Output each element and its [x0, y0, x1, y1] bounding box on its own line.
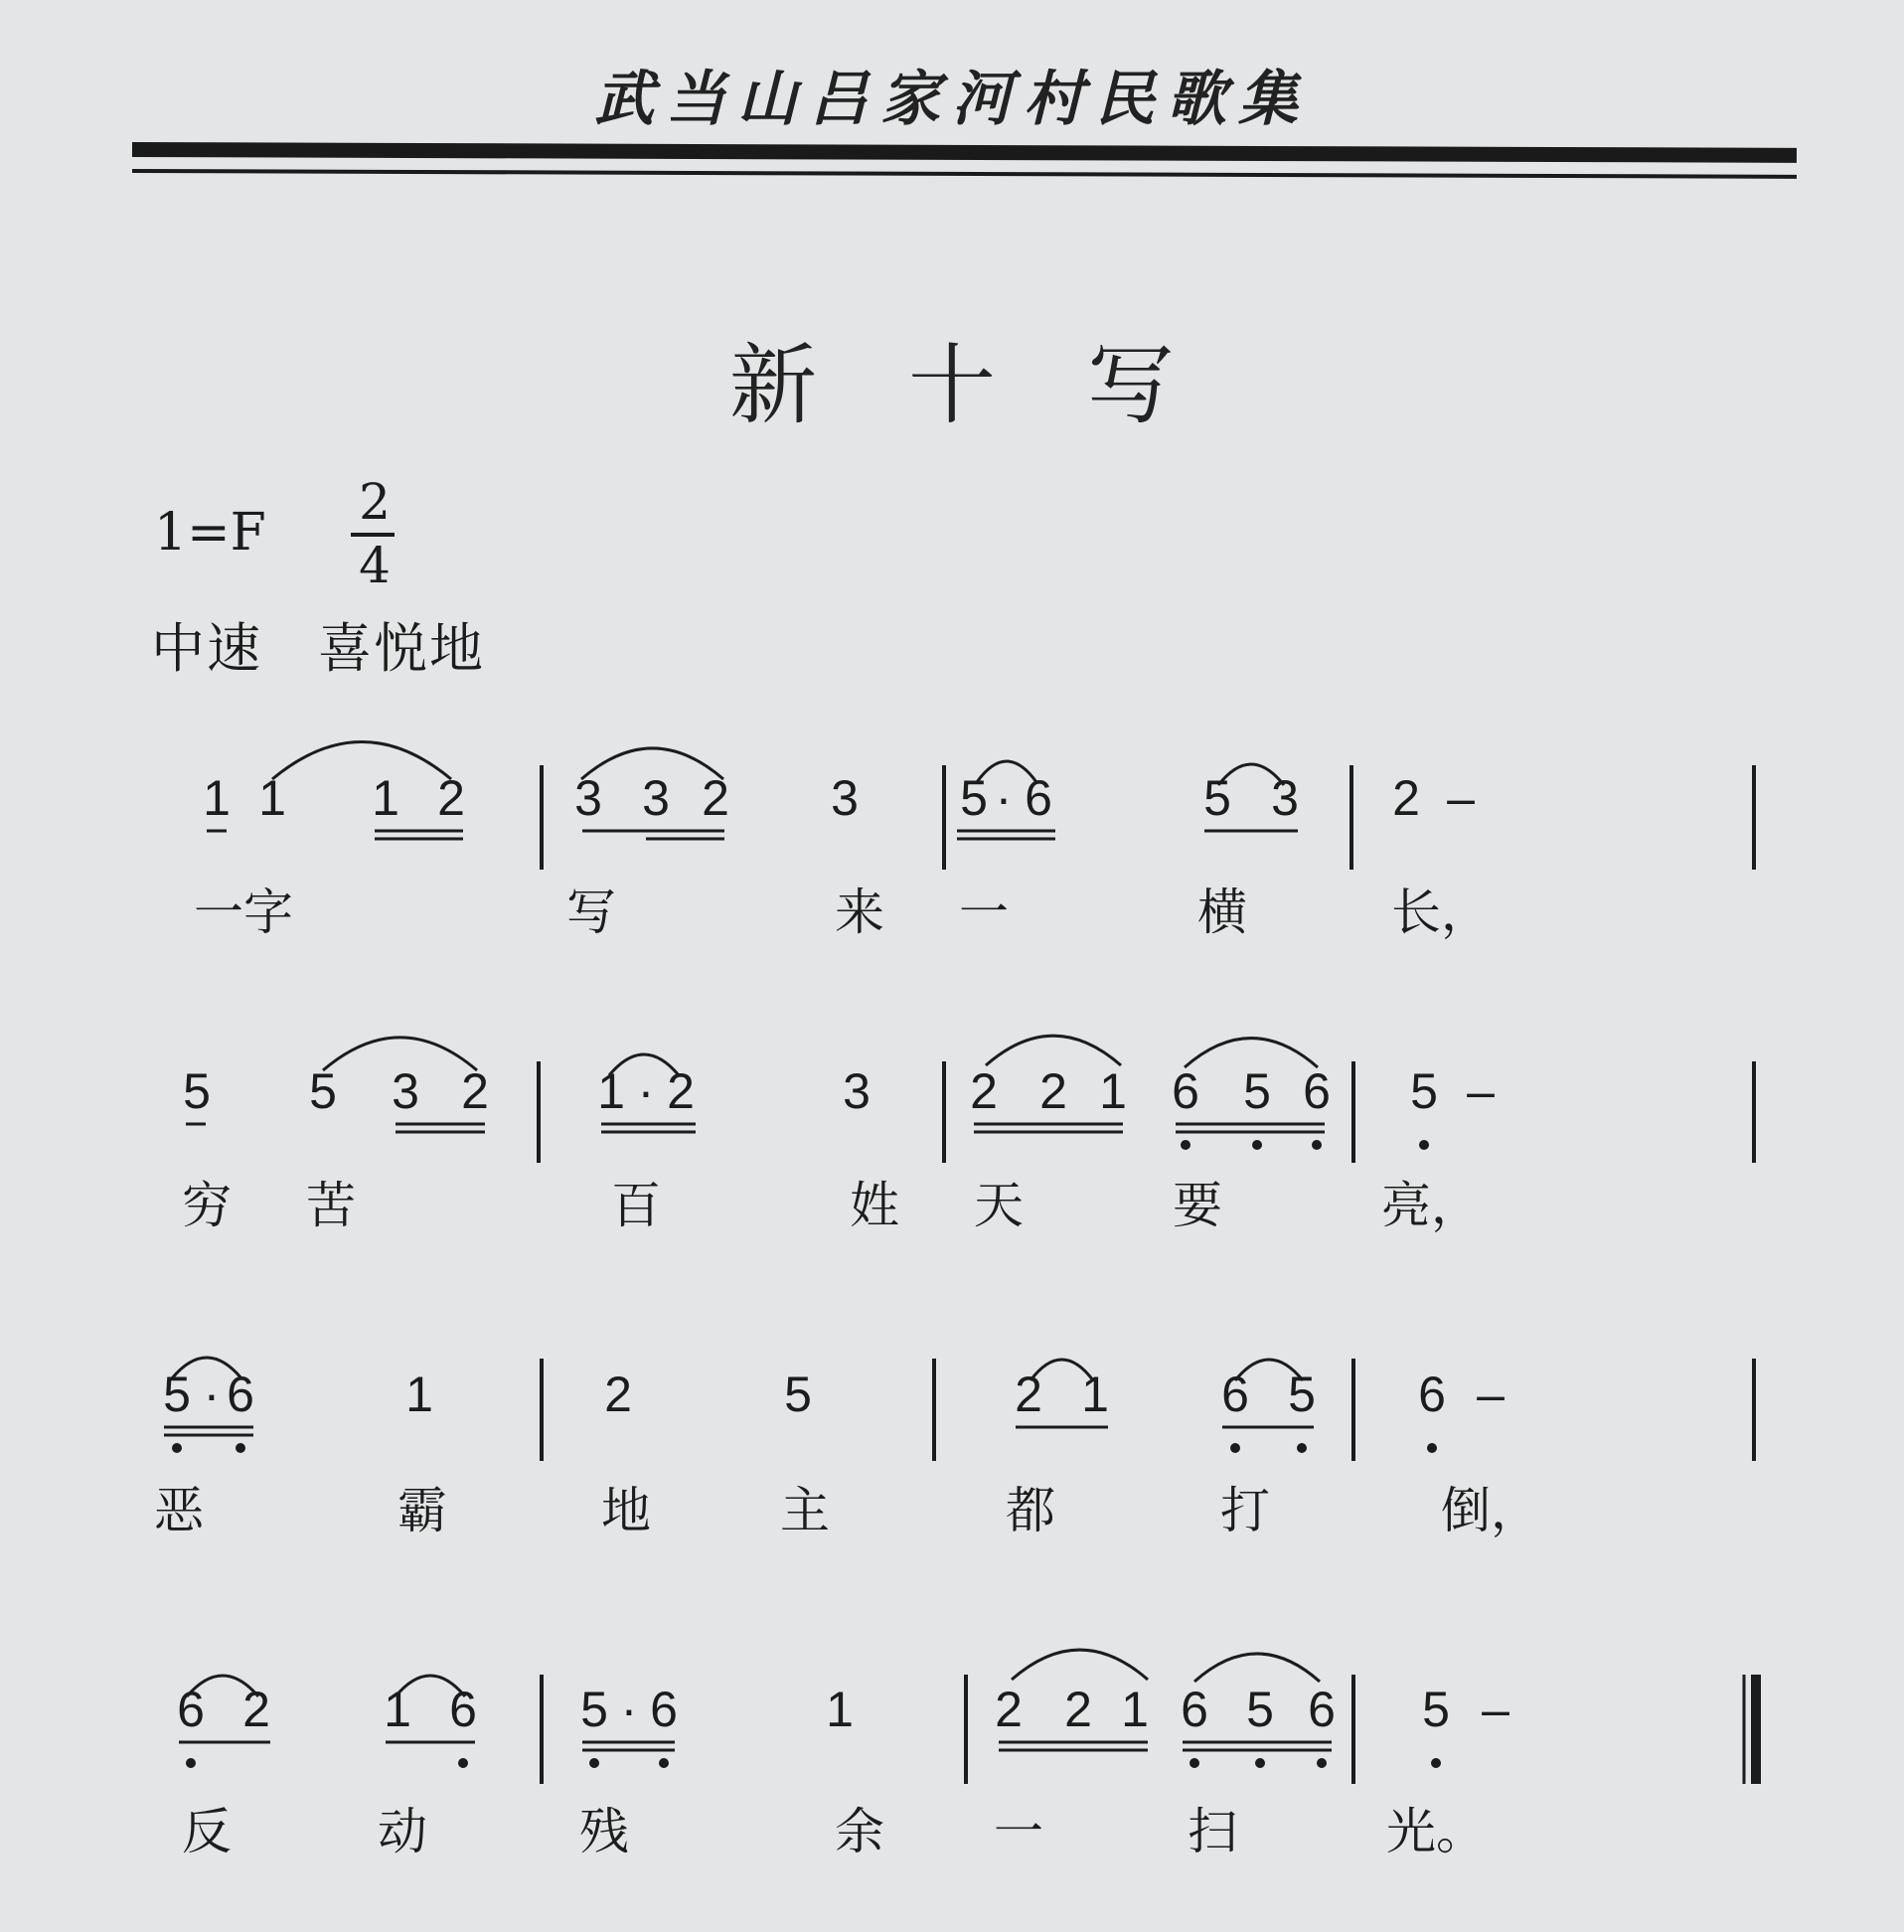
lyric-syllable: 横 — [1197, 884, 1247, 941]
note-numeral: 3 — [642, 770, 670, 826]
note-numeral: 3 — [1271, 770, 1299, 826]
note-numeral: 5 — [1288, 1367, 1316, 1422]
lyric-syllable: 一 — [959, 884, 1009, 941]
dash-extension: – — [1477, 1367, 1505, 1422]
lower-octave-dot — [1427, 1443, 1437, 1453]
note-numeral: 6 — [650, 1682, 678, 1737]
slur — [986, 1036, 1121, 1065]
note-numeral: 2 — [1015, 1367, 1042, 1422]
lower-octave-dot — [1255, 1758, 1265, 1768]
note-numeral: 2 — [970, 1063, 998, 1119]
lyric-syllable: 主 — [780, 1482, 830, 1539]
note-numeral: 1 — [405, 1367, 433, 1422]
note-numeral: 2 — [1064, 1682, 1092, 1737]
time-signature-denominator: 4 — [359, 537, 391, 594]
lower-octave-dot — [1252, 1140, 1262, 1150]
note-numeral: 3 — [392, 1063, 419, 1119]
lyric-syllable: 要 — [1173, 1177, 1222, 1234]
dash-extension: – — [1467, 1063, 1495, 1119]
note-numeral: 5 — [1243, 1063, 1271, 1119]
dotted-rhythm-mark: · — [637, 1063, 655, 1119]
lower-octave-dot — [1181, 1140, 1190, 1150]
note-numeral: 1 — [1099, 1063, 1127, 1119]
lower-octave-dot — [236, 1443, 245, 1453]
note-numeral: 3 — [843, 1063, 871, 1119]
lyric-syllable: 亮， — [1381, 1177, 1481, 1234]
note-numeral: 6 — [1221, 1367, 1249, 1422]
note-numeral: 5 — [309, 1063, 337, 1119]
note-numeral: 5 — [163, 1367, 191, 1422]
lyric-syllable: 恶 — [154, 1482, 204, 1539]
lyric-syllable: 扫 — [1188, 1803, 1237, 1860]
lower-octave-dot — [1297, 1443, 1307, 1453]
lower-octave-dot — [1190, 1758, 1199, 1768]
book-title: 武当山吕家河村民歌集 — [594, 65, 1310, 134]
dotted-rhythm-mark: · — [620, 1682, 638, 1737]
lyric-syllable: 倒， — [1441, 1482, 1540, 1539]
note-numeral: 2 — [437, 770, 465, 826]
lower-octave-dot — [1431, 1758, 1441, 1768]
note-numeral: 1 — [372, 770, 399, 826]
lyric-syllable: 动 — [378, 1803, 427, 1860]
note-numeral: 5 — [183, 1063, 211, 1119]
note-numeral: 1 — [1081, 1367, 1109, 1422]
note-numeral: 5 — [1422, 1682, 1450, 1737]
lyric-syllable: 地 — [601, 1482, 651, 1539]
lyric-syllable: 打 — [1220, 1482, 1270, 1539]
note-numeral: 2 — [461, 1063, 489, 1119]
dotted-rhythm-mark: · — [995, 770, 1013, 826]
note-numeral: 6 — [1308, 1682, 1336, 1737]
lyric-syllable: 姓 — [850, 1177, 899, 1234]
note-numeral: 3 — [831, 770, 859, 826]
lyric-syllable: 残 — [579, 1803, 629, 1860]
note-numeral: 2 — [1039, 1063, 1067, 1119]
note-numeral: 5 — [1246, 1682, 1274, 1737]
note-numeral: 5 — [960, 770, 988, 826]
lower-octave-dot — [659, 1758, 669, 1768]
note-numeral: 1 — [1121, 1682, 1149, 1737]
note-numeral: 6 — [227, 1367, 254, 1422]
lower-octave-dot — [1419, 1140, 1429, 1150]
lyric-syllable: 一 — [994, 1803, 1043, 1860]
lower-octave-dot — [172, 1443, 182, 1453]
lyric-syllable: 穷 — [182, 1177, 232, 1234]
note-numeral: 5 — [1410, 1063, 1438, 1119]
note-numeral: 5 — [784, 1367, 812, 1422]
lyric-syllable: 一字 — [194, 884, 293, 941]
lyric-syllable: 反 — [182, 1803, 232, 1860]
lyric-syllable: 余 — [835, 1803, 884, 1860]
note-numeral: 2 — [667, 1063, 695, 1119]
key-signature: 1=F — [154, 503, 266, 563]
lower-octave-dot — [589, 1758, 599, 1768]
lower-octave-dot — [1317, 1758, 1327, 1768]
lyric-syllable: 百 — [611, 1177, 661, 1234]
note-numeral: 6 — [1418, 1367, 1446, 1422]
note-numeral: 6 — [449, 1682, 477, 1737]
note-numeral: 6 — [1172, 1063, 1199, 1119]
dash-extension: – — [1447, 770, 1475, 826]
note-numeral: 6 — [1025, 770, 1052, 826]
lyric-syllable: 苦 — [306, 1177, 356, 1234]
lyric-syllable: 长， — [1391, 884, 1491, 941]
lyric-syllable: 写 — [566, 884, 616, 941]
note-numeral: 1 — [597, 1063, 625, 1119]
note-numeral: 6 — [1181, 1682, 1208, 1737]
note-numeral: 6 — [1303, 1063, 1331, 1119]
note-numeral: 2 — [702, 770, 729, 826]
lyric-syllable: 来 — [835, 884, 884, 941]
time-signature-numerator: 2 — [359, 473, 391, 531]
note-numeral: 2 — [1392, 770, 1420, 826]
note-numeral: 1 — [203, 770, 231, 826]
lyric-syllable: 都 — [1006, 1482, 1055, 1539]
note-numeral: 6 — [177, 1682, 205, 1737]
dash-extension: – — [1482, 1682, 1509, 1737]
lower-octave-dot — [1230, 1443, 1240, 1453]
lower-octave-dot — [458, 1758, 468, 1768]
note-numeral: 2 — [242, 1682, 270, 1737]
note-numeral: 5 — [1203, 770, 1231, 826]
dotted-rhythm-mark: · — [203, 1367, 221, 1422]
lower-octave-dot — [1312, 1140, 1322, 1150]
slur — [272, 742, 451, 780]
note-numeral: 1 — [258, 770, 286, 826]
note-numeral: 2 — [995, 1682, 1023, 1737]
note-numeral: 2 — [604, 1367, 632, 1422]
lyric-syllable: 霸 — [397, 1482, 447, 1539]
note-numeral: 5 — [580, 1682, 608, 1737]
note-numeral: 1 — [384, 1682, 411, 1737]
lower-octave-dot — [186, 1758, 196, 1768]
lyric-syllable: 光。 — [1386, 1803, 1486, 1860]
slur — [1194, 1654, 1320, 1682]
tempo-marking: 中速 喜悦地 — [151, 617, 485, 680]
note-numeral: 1 — [826, 1682, 854, 1737]
slur — [1012, 1650, 1148, 1680]
song-title: 新十写 — [728, 334, 1266, 436]
note-numeral: 3 — [574, 770, 602, 826]
lyric-syllable: 天 — [974, 1177, 1024, 1234]
